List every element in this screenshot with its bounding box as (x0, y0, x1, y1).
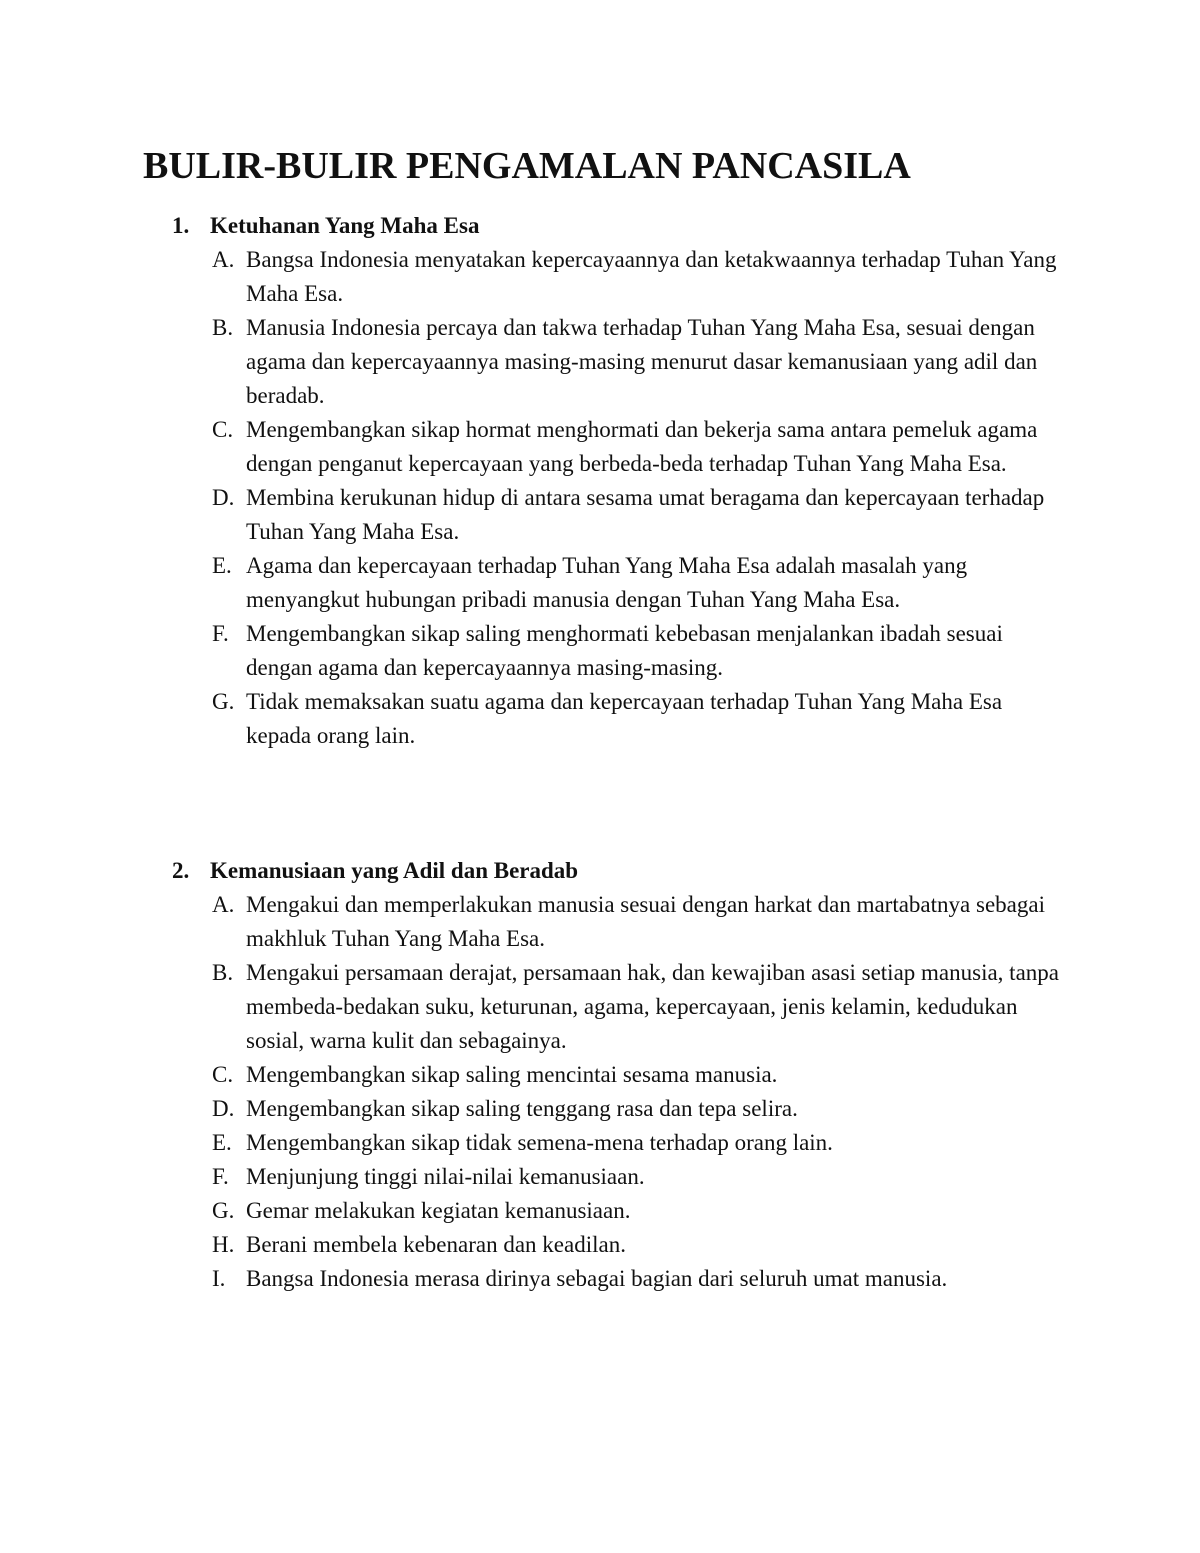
item-text: Bangsa Indonesia merasa dirinya sebagai bagian dari seluruh umat manusia. (246, 1266, 948, 1291)
item-text: Mengembangkan sikap saling menghormati kebebasan menjalankan ibadah sesuai dengan agama dan kepercayaannya masing-masing. (246, 621, 1003, 680)
item-letter: B. (212, 315, 234, 340)
item-list (172, 243, 1072, 753)
section-number: 2. (172, 858, 190, 883)
item-letter: E. (212, 553, 232, 578)
item-letter: E. (212, 1130, 232, 1155)
item-text: Membina kerukunan hidup di antara sesama umat beragama dan kepercayaan terhadap Tuhan Yang Maha Esa. (246, 485, 1045, 544)
list-item (172, 1058, 1072, 1092)
list-item (172, 617, 1072, 685)
item-letter: G. (212, 1198, 235, 1223)
list-item (172, 1194, 1072, 1228)
item-text: Manusia Indonesia percaya dan takwa terhadap Tuhan Yang Maha Esa, sesuai dengan agama dan kepercayaannya masing-masing menurut dasar kemanusiaan yang adil dan beradab. (246, 315, 1038, 408)
list-item (172, 1126, 1072, 1160)
item-letter: C. (212, 1062, 234, 1087)
list-item (172, 481, 1072, 549)
list-item (172, 1228, 1072, 1262)
list-item (172, 549, 1072, 617)
list-item (172, 956, 1072, 1058)
section-heading-text: Kemanusiaan yang Adil dan Beradab (210, 858, 579, 883)
item-text: Tidak memaksakan suatu agama dan kepercayaan terhadap Tuhan Yang Maha Esa kepada orang lain. (246, 689, 1003, 748)
document-title: BULIR-BULIR PENGAMALAN PANCASILA (143, 145, 911, 187)
item-text: Mengakui persamaan derajat, persamaan hak, dan kewajiban asasi setiap manusia, tanpa membeda-bedakan suku, keturunan, agama, kepercayaan, jenis kelamin, kedudukan sosial, warna kulit dan sebagainya. (246, 960, 1059, 1053)
list-item (172, 1092, 1072, 1126)
item-letter: C. (212, 417, 234, 442)
section-heading (172, 854, 1072, 888)
section-number: 1. (172, 213, 190, 238)
item-letter: A. (212, 892, 235, 917)
item-letter: F. (212, 621, 229, 646)
list-item (172, 888, 1072, 956)
item-text: Agama dan kepercayaan terhadap Tuhan Yang Maha Esa adalah masalah yang menyangkut hubungan pribadi manusia dengan Tuhan Yang Maha Esa. (246, 553, 968, 612)
section-heading (172, 209, 1072, 243)
item-letter: D. (212, 485, 235, 510)
item-text: Bangsa Indonesia menyatakan kepercayaannya dan ketakwaannya terhadap Tuhan Yang Maha Esa. (246, 247, 1057, 306)
item-letter: D. (212, 1096, 235, 1121)
item-letter: G. (212, 689, 235, 714)
item-letter: A. (212, 247, 235, 272)
item-letter: H. (212, 1232, 235, 1257)
item-text: Berani membela kebenaran dan keadilan. (246, 1232, 626, 1257)
item-text: Mengembangkan sikap saling mencintai sesama manusia. (246, 1062, 778, 1087)
item-text: Mengakui dan memperlakukan manusia sesuai dengan harkat dan martabatnya sebagai makhluk Tuhan Yang Maha Esa. (246, 892, 1045, 951)
item-letter: F. (212, 1164, 229, 1189)
item-text: Gemar melakukan kegiatan kemanusiaan. (246, 1198, 631, 1223)
item-text: Mengembangkan sikap tidak semena-mena terhadap orang lain. (246, 1130, 833, 1155)
item-letter: B. (212, 960, 234, 985)
item-text: Mengembangkan sikap hormat menghormati dan bekerja sama antara pemeluk agama dengan penganut kepercayaan yang berbeda-beda terhadap Tuhan Yang Maha Esa. (246, 417, 1038, 476)
section-ketuhanan (172, 209, 1072, 753)
list-item (172, 1160, 1072, 1194)
list-item (172, 243, 1072, 311)
item-text: Menjunjung tinggi nilai-nilai kemanusiaan. (246, 1164, 645, 1189)
item-list (172, 888, 1072, 1296)
item-text: Mengembangkan sikap saling tenggang rasa dan tepa selira. (246, 1096, 798, 1121)
list-item (172, 413, 1072, 481)
item-letter: I. (212, 1266, 226, 1291)
section-kemanusiaan (172, 854, 1072, 1296)
list-item (172, 685, 1072, 753)
list-item (172, 1262, 1072, 1296)
section-heading-text: Ketuhanan Yang Maha Esa (210, 213, 480, 238)
list-item (172, 311, 1072, 413)
